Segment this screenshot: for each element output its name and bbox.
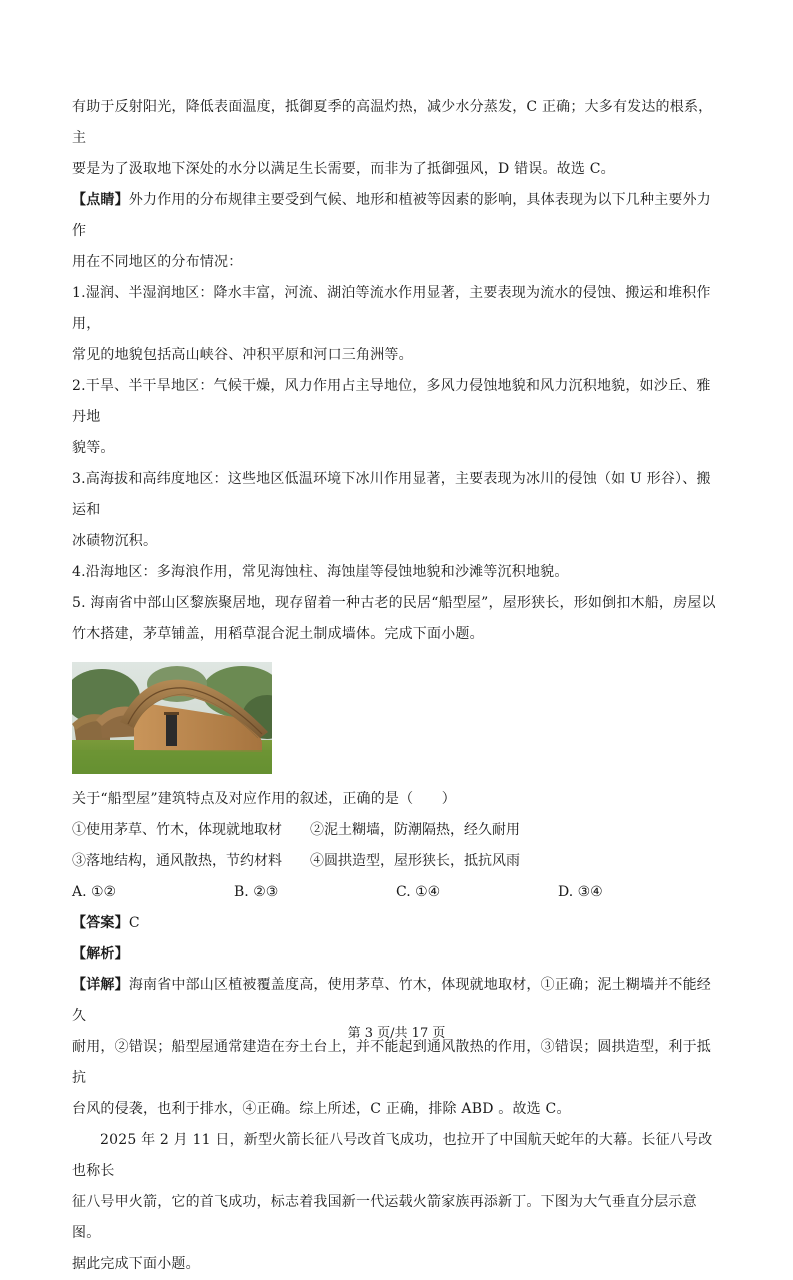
choice-b: B. ②③ bbox=[234, 884, 279, 900]
analysis-line bbox=[72, 939, 724, 970]
choice-row bbox=[72, 877, 724, 908]
analysis-tag: 【解析】 bbox=[72, 946, 129, 962]
detail-tag: 【详解】 bbox=[72, 977, 129, 993]
page-footer: 第 3 页/共 17 页 bbox=[347, 1026, 446, 1041]
answer-tag: 【答案】 bbox=[72, 915, 129, 931]
dianjing-paragraph bbox=[72, 185, 724, 247]
statement-4: ④圆拱造型，屋形狭长，抵抗风雨 bbox=[310, 853, 520, 869]
detail-line: 耐用，②错误；船型屋通常建造在夯土台上，并不能起到通风散热的作用，③错误；圆拱造型，利于抵抗 bbox=[72, 1039, 711, 1086]
detail-line: 台风的侵袭，也利于排水，④正确。综上所述，C 正确，排除 ABD 。故选 C。 bbox=[72, 1101, 571, 1117]
rocket-intro-line: 征八号甲火箭，它的首飞成功，标志着我国新一代运载火箭家族再添新丁。下图为大气垂直分层示意图。 bbox=[72, 1194, 697, 1241]
statement-3: ③落地结构，通风散热，节约材料 bbox=[72, 853, 282, 869]
text-line: 用在不同地区的分布情况： bbox=[72, 254, 243, 270]
question-5-stem: 5. 海南省中部山区黎族聚居地，现存留着一种古老的民居“船型屋”，屋形狭长，形如倒扣木船，房屋以 bbox=[72, 595, 716, 611]
item-3-line-2: 冰碛物沉积。 bbox=[72, 533, 158, 549]
item-1-line-2: 常见的地貌包括高山峡谷、冲积平原和河口三角洲等。 bbox=[72, 347, 413, 363]
dianjing-text: 外力作用的分布规律主要受到气候、地形和植被等因素的影响，具体表现为以下几种主要外力作 bbox=[72, 192, 712, 239]
rocket-intro-line: 2025 年 2 月 11 日，新型火箭长征八号改首飞成功，也拉开了中国航天蛇年的大幕。长征八号改也称长 bbox=[72, 1132, 713, 1179]
answer-line bbox=[72, 908, 724, 939]
page-content bbox=[72, 92, 724, 1280]
item-2-line-2: 貌等。 bbox=[72, 440, 115, 456]
question-5-prompt: 关于“船型屋”建筑特点及对应作用的叙述，正确的是（ ） bbox=[72, 791, 456, 807]
dianjing-tag: 【点睛】 bbox=[72, 192, 129, 208]
answer-value: C bbox=[128, 915, 140, 931]
text-line: 有助于反射阳光，降低表面温度，抵御夏季的高温灼热，减少水分蒸发，C 正确；大多有发达的根系，主 bbox=[72, 99, 713, 146]
item-4-line-1: 4.沿海地区：多海浪作用，常见海蚀柱、海蚀崖等侵蚀地貌和沙滩等沉积地貌。 bbox=[72, 564, 569, 580]
statement-row-2 bbox=[72, 846, 724, 877]
statement-1: ①使用茅草、竹木，体现就地取材 bbox=[72, 822, 282, 838]
statement-row-1 bbox=[72, 815, 724, 846]
item-2-line-1: 2.干旱、半干旱地区：气候干燥，风力作用占主导地位，多风力侵蚀地貌和风力沉积地貌，如沙丘、雅丹地 bbox=[72, 378, 711, 425]
rocket-intro-line: 据此完成下面小题。 bbox=[72, 1256, 200, 1272]
statement-2: ②泥土糊墙，防潮隔热，经久耐用 bbox=[310, 822, 520, 838]
question-5-stem: 竹木搭建，茅草铺盖，用稻草混合泥土制成墙体。完成下面小题。 bbox=[72, 626, 484, 642]
boat-house-photo bbox=[72, 662, 272, 774]
item-3-line-1: 3.高海拔和高纬度地区：这些地区低温环境下冰川作用显著，主要表现为冰川的侵蚀（如 U 形谷）、搬运和 bbox=[72, 471, 711, 518]
choice-c: C. ①④ bbox=[396, 884, 441, 900]
text-line: 要是为了汲取地下深处的水分以满足生长需要，而非为了抵御强风，D 错误。故选 C。 bbox=[72, 161, 615, 177]
detail-text: 海南省中部山区植被覆盖度高，使用茅草、竹木，体现就地取材，①正确；泥土糊墙并不能经久 bbox=[72, 977, 712, 1024]
item-1-line-1: 1.湿润、半湿润地区：降水丰富，河流、湖泊等流水作用显著，主要表现为流水的侵蚀、搬运和堆积作用， bbox=[72, 285, 711, 332]
choice-d: D. ③④ bbox=[558, 884, 603, 900]
choice-a: A. ①② bbox=[72, 884, 117, 900]
